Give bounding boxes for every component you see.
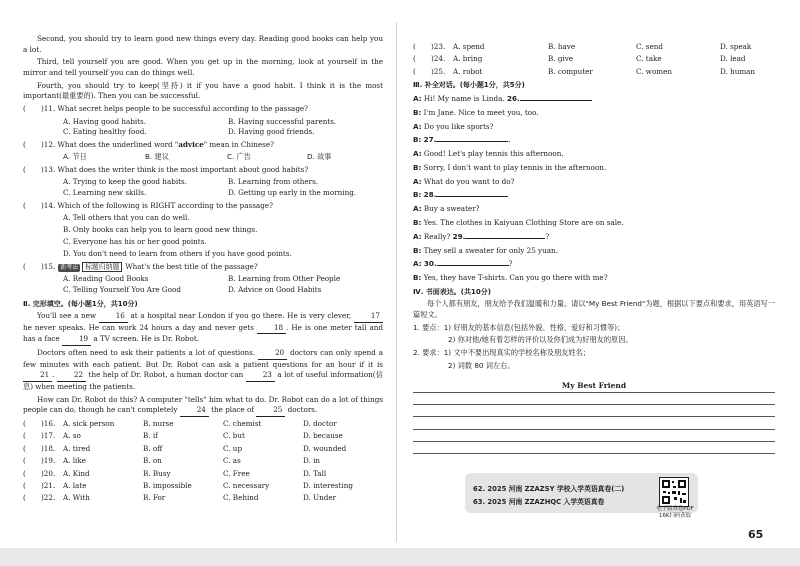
cloze-paragraph: How can Dr. Robot do this? A computer "tells" him what to do. Dr. Robot can do a lot of things people can do, though he can't completely 24 the place of 25 doctors. <box>23 395 383 417</box>
writing-line[interactable] <box>413 404 775 405</box>
option-row: ( )19. A. like B. on C. as D. in <box>23 456 321 466</box>
dialog-line: A: Do you like sports? <box>413 121 494 131</box>
question-11-options: A. Having good habits. B. Having successful parents. C. Eating healthy food. D. Having good friends. <box>63 116 337 137</box>
bottom-strip <box>0 548 800 566</box>
paragraph: Third, tell yourself you are good. When you get up in the morning, look at yourself in the mirror and tell yourself you can do things well. <box>23 57 383 77</box>
dialog-line: B: Yes, they have T-shirts. Can you go there with me? <box>413 273 608 283</box>
paragraph: Fourth, you should try to keep(坚持) it if you have a good habit. I think it is the most important(最重要的). Then you can be successful. <box>23 80 383 101</box>
dialog-line: B: 27. . <box>413 135 511 145</box>
section-heading: Ⅲ. 补全对话。(每小题1分，共5分) <box>413 81 525 90</box>
left-column <box>23 34 383 506</box>
dialog-line: A: Buy a sweater? <box>413 204 480 214</box>
question-13-options: A. Trying to keep the good habits. B. Learning from others. C. Learning new skills. D. Getting up early in the morning. <box>63 177 357 198</box>
option-row: ( )22. A. With B. For C. Behind D. Under <box>23 493 337 503</box>
dialog-line: A: Really? 29. ? <box>413 231 550 241</box>
qr-caption: 电子版真卷PDF 16K扫码获取 <box>656 506 694 519</box>
dialog-line: B: They sell a sweater for only 25 yuan. <box>413 245 558 255</box>
writing-line[interactable] <box>413 416 775 417</box>
paragraph: Second, you should try to learn good new things every day. Reading good books can help you a lot. <box>23 34 383 54</box>
question-12: ( )12. What does the underlined word "advice" mean in Chinese? <box>23 140 274 150</box>
requirement: 2) 词数 80 词左右。 <box>448 360 515 370</box>
requirement: 2) 你对他/她有着怎样的评价以及你们成为好朋友的原因。 <box>448 335 633 345</box>
essay-title: My Best Friend <box>561 381 627 391</box>
cloze-paragraph: You'll see a new 16 at a hospital near London if you go there. He is very clever, 17 he never speaks. He can work 24 hours a day and never gets 18 . He is one meter tall and has a face 19 a TV screen. He is Dr. Robot. <box>23 311 383 346</box>
writing-line[interactable] <box>413 429 775 430</box>
section-heading: Ⅱ. 完形填空。(每小题1分，共10分) <box>23 299 138 308</box>
dialog-line: B: Sorry, I don't want to play tennis in the afternoon. <box>413 162 607 172</box>
option-row: ( )20. A. Kind B. Busy C. Free D. Tall <box>23 468 327 478</box>
option-row: ( )23. A. spend B. have C. send D. speak <box>413 41 752 51</box>
cloze-paragraph: Doctors often need to ask their patients a lot of questions. 20 doctors can only spend a few minutes with each patient. But Dr. Robot can ask a patient questions for an hour if it is 21 . 22 the help of Dr. Robot, a human doctor can 23 a lot of useful information(信息) when meeting the patients. <box>23 348 384 391</box>
requirement: 1. 要点：1) 好朋友的基本信息(包括外貌、性格、爱好和习惯等)； <box>413 322 625 332</box>
option-row: ( )18. A. tired B. off C. up D. wounded <box>23 443 347 453</box>
question-15: ( )15. 新考法 标题归纳题 What's the best title of the passage? <box>23 262 258 272</box>
new-format-badge: 新考法 <box>60 264 79 272</box>
question-15-options: A. Reading Good Books B. Learning from Other People C. Telling Yourself You Are Good D. Advice on Good Habits <box>63 274 341 294</box>
right-column <box>413 40 775 398</box>
question-type-label: 标题归纳题 <box>82 262 122 272</box>
option-row: ( )17. A. so B. if C. but D. because <box>23 431 343 441</box>
option: D. You don't need to learn from others if you have good points. <box>63 249 292 259</box>
page-number: 65 <box>748 528 764 541</box>
section-heading: Ⅳ. 书面表达。(共10分) <box>413 287 491 296</box>
dialog-line: A: What do you want to do? <box>413 176 515 186</box>
question-12-options: A. 节日 B. 建议 C. 广告 D. 故事 <box>63 152 332 162</box>
option: A. Tell others that you can do well. <box>63 213 190 223</box>
writing-line[interactable] <box>413 453 775 454</box>
question-13: ( )13. What does the writer think is the most important about good habits? <box>23 165 309 175</box>
option: B. Only books can help you to learn good new things. <box>63 225 258 235</box>
related-exam-link: 62. 2025 河南 ZZAZSY 学校入学英语真卷(二) <box>473 485 625 493</box>
related-exam-link: 63. 2025 河南 ZZAZHQC 入学英语真卷 <box>473 498 605 506</box>
dialog-line: B: Yes. The clothes in Kaiyuan Clothing Store are on sale. <box>413 217 624 227</box>
writing-line[interactable] <box>413 392 775 393</box>
column-divider <box>396 22 397 542</box>
option-row: ( )16. A. sick person B. nurse C. chemist D. doctor <box>23 419 337 429</box>
dialog-line: A: Good! Let's play tennis this afternoon. <box>413 149 564 159</box>
qr-code-icon <box>659 477 689 507</box>
option-row: ( )24. A. bring B. give C. take D. lead <box>413 54 746 64</box>
writing-line[interactable] <box>413 441 775 442</box>
option-row: ( )21. A. late B. impossible C. necessary D. interesting <box>23 480 353 490</box>
dialog-line: B: I'm Jane. Nice to meet you, too. <box>413 107 539 117</box>
dialog-line: A: 30. ? <box>413 259 513 269</box>
question-11: ( )11. What secret helps people to be successful according to the passage? <box>23 104 309 114</box>
option-row: ( )25. A. robot B. computer C. women D. human <box>413 66 756 76</box>
dialog-line: B: 28. <box>413 190 775 201</box>
writing-lines <box>413 392 775 465</box>
dialog-line: A: Hi! My name is Linda. 26. <box>413 94 775 105</box>
requirement: 2. 要求：1) 文中不要出现真实的学校名称及朋友姓名； <box>413 348 590 358</box>
option: C. Everyone has his or her good points. <box>63 237 207 247</box>
writing-prompt: 每个人都有朋友，朋友给予我们温暖和力量。请以"My Best Friend"为题，根据以下要点和要求，用英语写一篇短文。 <box>413 299 775 320</box>
question-14: ( )14. Which of the following is RIGHT according to the passage? <box>23 201 273 211</box>
